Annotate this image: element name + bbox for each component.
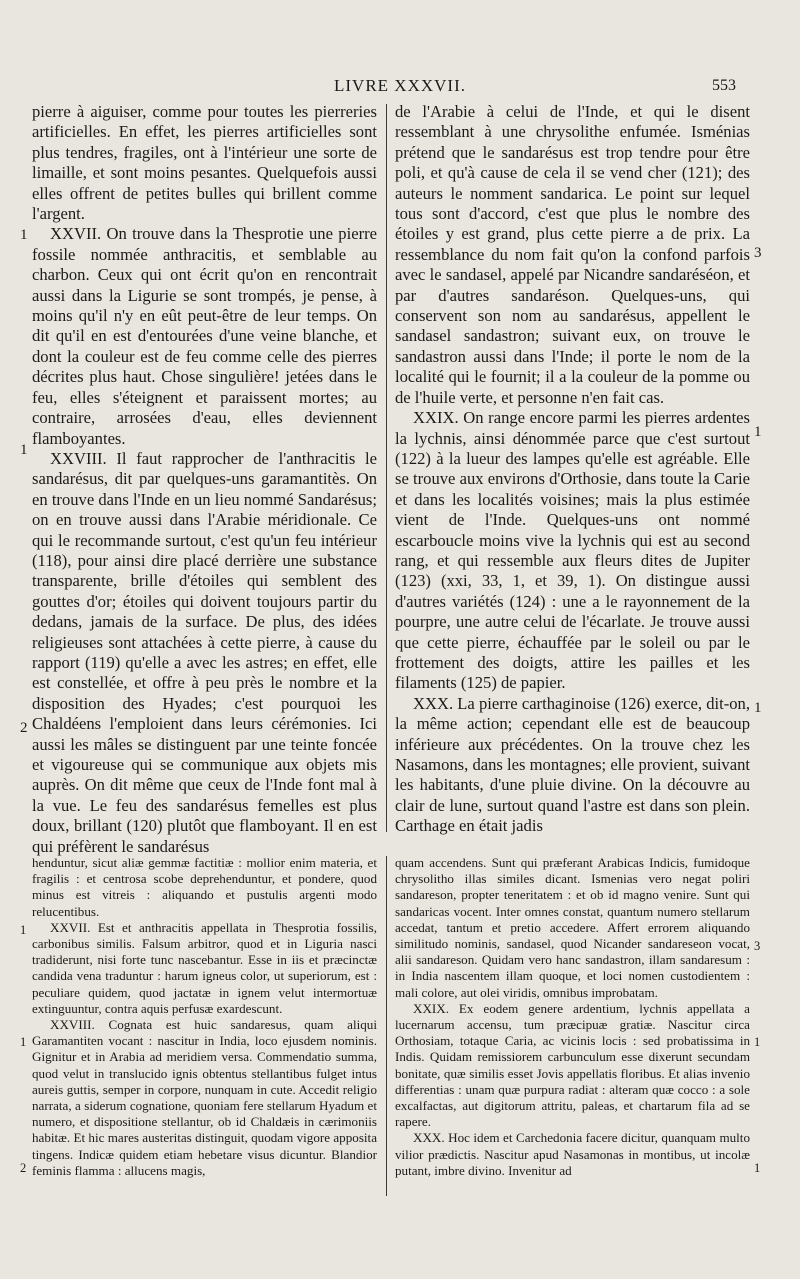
latin-column-left: [32, 855, 377, 1179]
latin-paragraph: quam accendens. Sunt qui præferant Arabicas Indicis, fumidoque chrysolitho illas similes dicant. Ismenias vero negat poliri sandareson, propter teneritatem : et ob id magno venire. Sunt qui sandaricas vocent. Inter omnes constat, quantum numero stellarum accedat, tantum et pretio accedere. Affert errorem aliquando similitudo nominis, sandasel, quod Nicander sandareseon vocat, alii sandareson. Quidam vero hanc sandastron, illam sandaresum : in India nascentem illam quoque, et loci nomen custodientem : mali colore, aut olei viridis, omnibus improbatam.: [395, 855, 750, 1000]
margin-note: 3: [754, 245, 762, 261]
latin-paragraph: XXIX. Ex eodem genere ardentium, lychnis appellata a lucernarum accensu, tum præcipuæ gratiæ. Nascitur circa Orthosiam, totaque Caria, ac vicinis locis : sed probatissima in Indis. Quidam remissiorem carbunculum esse dixerunt secundam bonitate, quæ similis esset Jovis appellatis floribus. Et alias invenio differentias : unam quæ purpura radiat : alteram quæ cocco : a sole excalfactas, aut digitorum attritu, paleas, et chartarum fila ad se rapere.: [395, 1000, 750, 1130]
latin-paragraph: XXVII. Est et anthracitis appellata in Thesprotia fossilis, carbonibus similis. Falsum arbitror, quod et in Liguria nasci tradiderunt, nisi forte tunc nascebantur. Esse in iis et præcinctæ candida vena traduntur : harum igneus color, ut superiorum, est : peculiare quidem, quod jactatæ in ignem velut intermortuæ extinguuntur, contra aquis perfusæ exardescunt.: [32, 919, 377, 1016]
french-column-right: [395, 102, 750, 837]
french-paragraph: XXVII. On trouve dans la Thesprotie une pierre fossile nommée anthracitis, et semblable au charbon. Ceux qui ont écrit qu'on en rencontrait aussi dans la Ligurie se sont trompés, je pense, à moins qu'il n'y en eût peut-être de leur temps. On dit qu'il en est d'entourées d'une veine blanche, et dont la couleur est de feu comme celle des pierres décrites plus haut. Chose singulière! jetées dans le feu, elles s'éteignent et paraissent mortes; au contraire, arrosées d'eau, elles deviennent flamboyantes.: [32, 224, 377, 448]
margin-note: 2: [20, 1161, 27, 1175]
margin-note: 1: [20, 227, 28, 243]
latin-paragraph: henduntur, sicut aliæ gemmæ factitiæ : mollior enim materia, et fragilis : et centrosa scobe deprehenduntur, et pondere, quod minus est vitreis : aliquando et pustulis argenti modo relucentibus.: [32, 855, 377, 919]
french-paragraph: de l'Arabie à celui de l'Inde, et qui le disent ressemblant à une chrysolithe enfumée. Isménias prétend que le sandarésus est trop tendre pour être poli, et qu'à cause de cela il se vend cher (121); des auteurs le nomment sandarica. Le point sur lequel tous sont d'accord, c'est que plus le nombre des étoiles y est grand, plus cette pierre a de prix. La ressemblance du nom fait qu'on la confond parfois avec le sandasel, appelé par Nicandre sandaréséon, et par d'autres sandaréson. Quelques-uns, qui conservent son nom au sandarésus, appellent le sandasel sandastron; suivant eux, on trouve le sandastron aussi dans l'Inde; il porte le nom de la localité qui le fournit; il a la couleur de la pomme ou de l'huile verte, et personne n'en fait cas.: [395, 102, 750, 407]
french-paragraph: pierre à aiguiser, comme pour toutes les pierreries artificielles. En effet, les pierres artificielles sont plus tendres, fragiles, ont à l'intérieur une sorte de limaille, et sont moins pesantes. Quelquefois aussi elles offrent de petites bulles qui brillent comme l'argent.: [32, 102, 377, 224]
column-divider: [386, 856, 387, 1196]
margin-note: 1: [754, 700, 762, 716]
margin-note: 1: [754, 1161, 761, 1175]
column-divider: [386, 104, 387, 832]
latin-paragraph: XXVIII. Cognata est huic sandaresus, quam aliqui Garamantiten vocant : nascitur in India, loco ejusdem nominis. Gignitur et in Arabia ad meridiem versa. Commendatio summa, quod velut in translucido ignis obtentus stellantibus fulget intus aureis guttis, semper in corpore, nunquam in cute. Accedit religio narrata, a siderum cognatione, quoniam fere stellarum Hyadum et numero, et dispositione stellantur, ob id Chaldæis in cærimoniis habitæ. Et hic mares austeritas distinguit, quodam vigore apposita tingens. Indicæ quidem etiam hebetare visus dicuntur. Blandior feminis flamma : allucens magis,: [32, 1017, 377, 1178]
margin-note: 3: [754, 939, 761, 953]
french-column-left: [32, 102, 377, 857]
french-paragraph: XXX. La pierre carthaginoise (126) exerce, dit-on, la même action; cependant elle est de beaucoup inférieure aux précédentes. On la trouve chez les Nasamons, dans les montagnes; elle provient, suivant les habitants, d'une pluie divine. On la découvre au clair de lune, surtout quand l'astre est dans son plein. Carthage en était jadis: [395, 693, 750, 836]
running-title: LIVRE XXXVII.: [334, 76, 466, 95]
latin-column-right: [395, 855, 750, 1179]
margin-note: 1: [754, 1035, 761, 1049]
latin-paragraph: XXX. Hoc idem et Carchedonia facere dicitur, quanquam multo vilior prædictis. Nascitur apud Nasamonas in montibus, ut incolæ putant, imbre divino. Invenitur ad: [395, 1130, 750, 1178]
margin-note: 1: [20, 923, 27, 937]
french-paragraph: XXIX. On range encore parmi les pierres ardentes la lychnis, ainsi dénommée parce que c'est surtout (122) à la lueur des lampes qu'elle est agréable. Elle se trouve aux environs d'Orthosie, dans toute la Carie et dans les localités voisines; mais la plus estimée vient de l'Inde. Quelques-uns ont nommé escarboucle moins vive la lychnis qui est au second rang, et qui ressemble aux fleurs dites de Jupiter (123) (xxi, 33, 1, et 39, 1). On distingue aussi d'autres variétés (124) : une a le rayonnement de la pourpre, une autre celui de l'écarlate. Je trouve aussi que cette pierre, échauffée par le soleil ou par le frottement des doigts, attire les pailles et les filaments (125) de papier.: [395, 408, 750, 693]
margin-note: 2: [20, 720, 28, 736]
margin-note: 1: [20, 1035, 27, 1049]
page-number: 553: [712, 77, 736, 94]
margin-note: 1: [754, 424, 762, 440]
french-paragraph: XXVIII. Il faut rapprocher de l'anthracitis le sandarésus, dit par quelques-uns garamantitès. On en trouve dans l'Inde en un lieu nommé Sandarésus; on en trouve aussi dans l'Arabie méridionale. Ce qui le recommande surtout, c'est qu'un feu intérieur (118), pour ainsi dire placé derrière une substance transparente, brille d'étoiles qui semblent des gouttes d'or; étoiles qui doivent toujours partir du dedans, jamais de la surface. De plus, des idées religieuses sont attachées à cette pierre, à cause du rapport (119) qu'elle a avec les astres; en effet, elle est constellée, et offre à peu près le nombre et la disposition des Hyades; c'est pourquoi les Chaldéens l'emploient dans leurs cérémonies. Ici aussi les mâles se distinguent par une teinte foncée et vigoureuse qui se communique aux objets mis auprès. On dit même que ceux de l'Inde font mal à la vue. Le feu des sandarésus femelles est plus doux, brillant (120) plutôt que flamboyant. Il en est qui préfèrent le sandarésus: [32, 448, 377, 856]
margin-note: 1: [20, 442, 28, 458]
